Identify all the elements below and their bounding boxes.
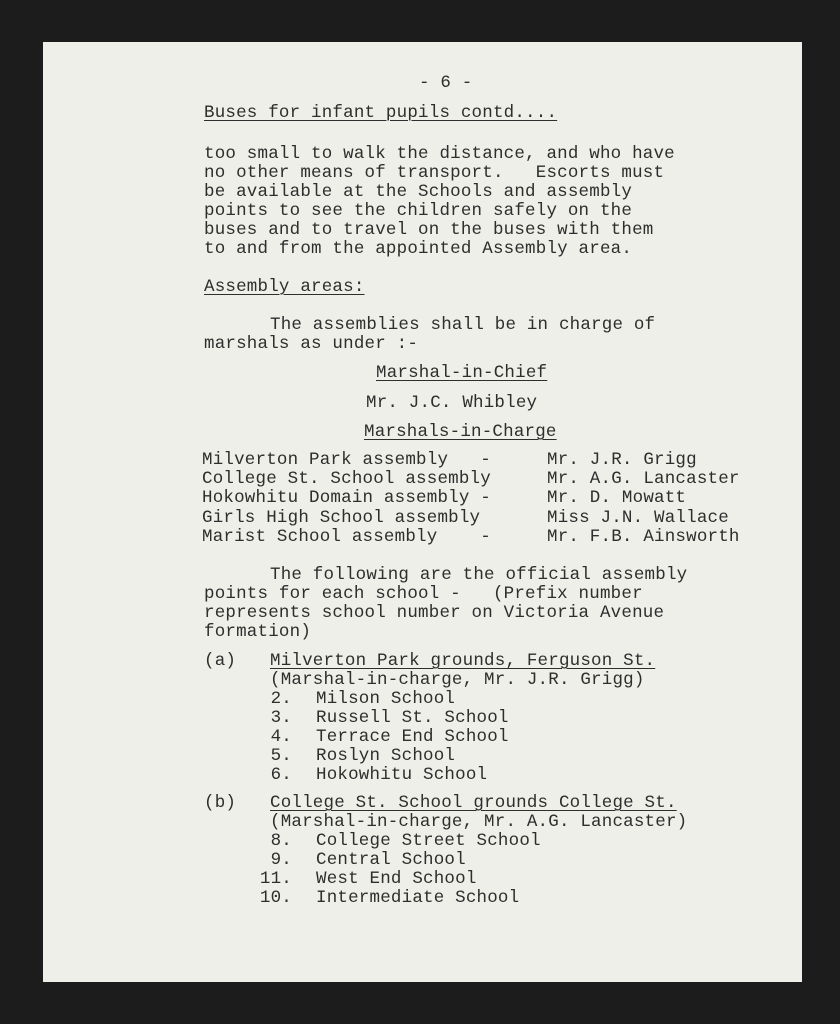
group-marshal: (Marshal-in-charge, Mr. J.R. Grigg): [270, 670, 645, 690]
school-number: 3.: [270, 708, 292, 728]
group-marshal: (Marshal-in-charge, Mr. A.G. Lancaster): [270, 812, 688, 832]
school-number: 6.: [270, 765, 292, 785]
school-name: Russell St. School: [316, 708, 509, 728]
points-intro-line: points for each school - (Prefix number: [204, 584, 643, 604]
marshal-name: Mr. F.B. Ainsworth: [547, 527, 740, 547]
marshal-name: Mr. J.R. Grigg: [547, 450, 697, 470]
marshal-name: Mr. D. Mowatt: [547, 488, 687, 508]
intro-line: be available at the Schools and assembly: [204, 182, 633, 202]
school-name: Hokowhitu School: [316, 765, 488, 785]
school-number: 5.: [270, 746, 292, 766]
assembly-heading: Assembly areas:: [204, 277, 365, 297]
intro-line: no other means of transport. Escorts must: [204, 163, 665, 183]
page-number: - 6 -: [419, 73, 473, 93]
marshal-name: Miss J.N. Wallace: [547, 508, 729, 528]
school-number: 9.: [270, 850, 292, 870]
points-intro-line: formation): [204, 622, 312, 642]
school-number: 4.: [270, 727, 292, 747]
points-intro-line: The following are the official assembly: [270, 565, 688, 585]
marshal-name: Mr. A.G. Lancaster: [547, 469, 740, 489]
school-name: West End School: [316, 869, 477, 889]
intro-line: points to see the children safely on the: [204, 201, 633, 221]
points-intro-line: represents school number on Victoria Avenue: [204, 603, 665, 623]
chief-name: Mr. J.C. Whibley: [366, 393, 538, 413]
group-letter: (b): [204, 793, 237, 813]
school-number: 8.: [270, 831, 292, 851]
assembly-intro-line: The assemblies shall be in charge of: [270, 315, 656, 335]
group-title: College St. School grounds College St.: [270, 793, 677, 813]
marshal-assembly: Girls High School assembly: [202, 508, 481, 528]
charge-title: Marshals-in-Charge: [364, 422, 557, 442]
group-title: Milverton Park grounds, Ferguson St.: [270, 651, 656, 671]
document-page: [43, 42, 802, 982]
school-name: College Street School: [316, 831, 541, 851]
school-name: Terrace End School: [316, 727, 509, 747]
marshal-assembly: Milverton Park assembly -: [202, 450, 491, 470]
chief-title: Marshal-in-Chief: [376, 363, 548, 383]
school-number: 2.: [270, 689, 292, 709]
school-number: 10.: [259, 888, 292, 908]
marshal-assembly: Marist School assembly -: [202, 527, 491, 547]
intro-line: to and from the appointed Assembly area.: [204, 239, 633, 259]
school-number: 11.: [259, 869, 292, 889]
school-name: Central School: [316, 850, 466, 870]
intro-line: too small to walk the distance, and who have: [204, 144, 675, 164]
intro-line: buses and to travel on the buses with them: [204, 220, 654, 240]
group-letter: (a): [204, 651, 237, 671]
marshal-assembly: College St. School assembly: [202, 469, 491, 489]
section-heading: Buses for infant pupils contd....: [204, 103, 558, 123]
school-name: Roslyn School: [316, 746, 456, 766]
school-name: Intermediate School: [316, 888, 520, 908]
school-name: Milson School: [316, 689, 456, 709]
marshal-assembly: Hokowhitu Domain assembly -: [202, 488, 491, 508]
assembly-intro-line: marshals as under :-: [204, 334, 419, 354]
